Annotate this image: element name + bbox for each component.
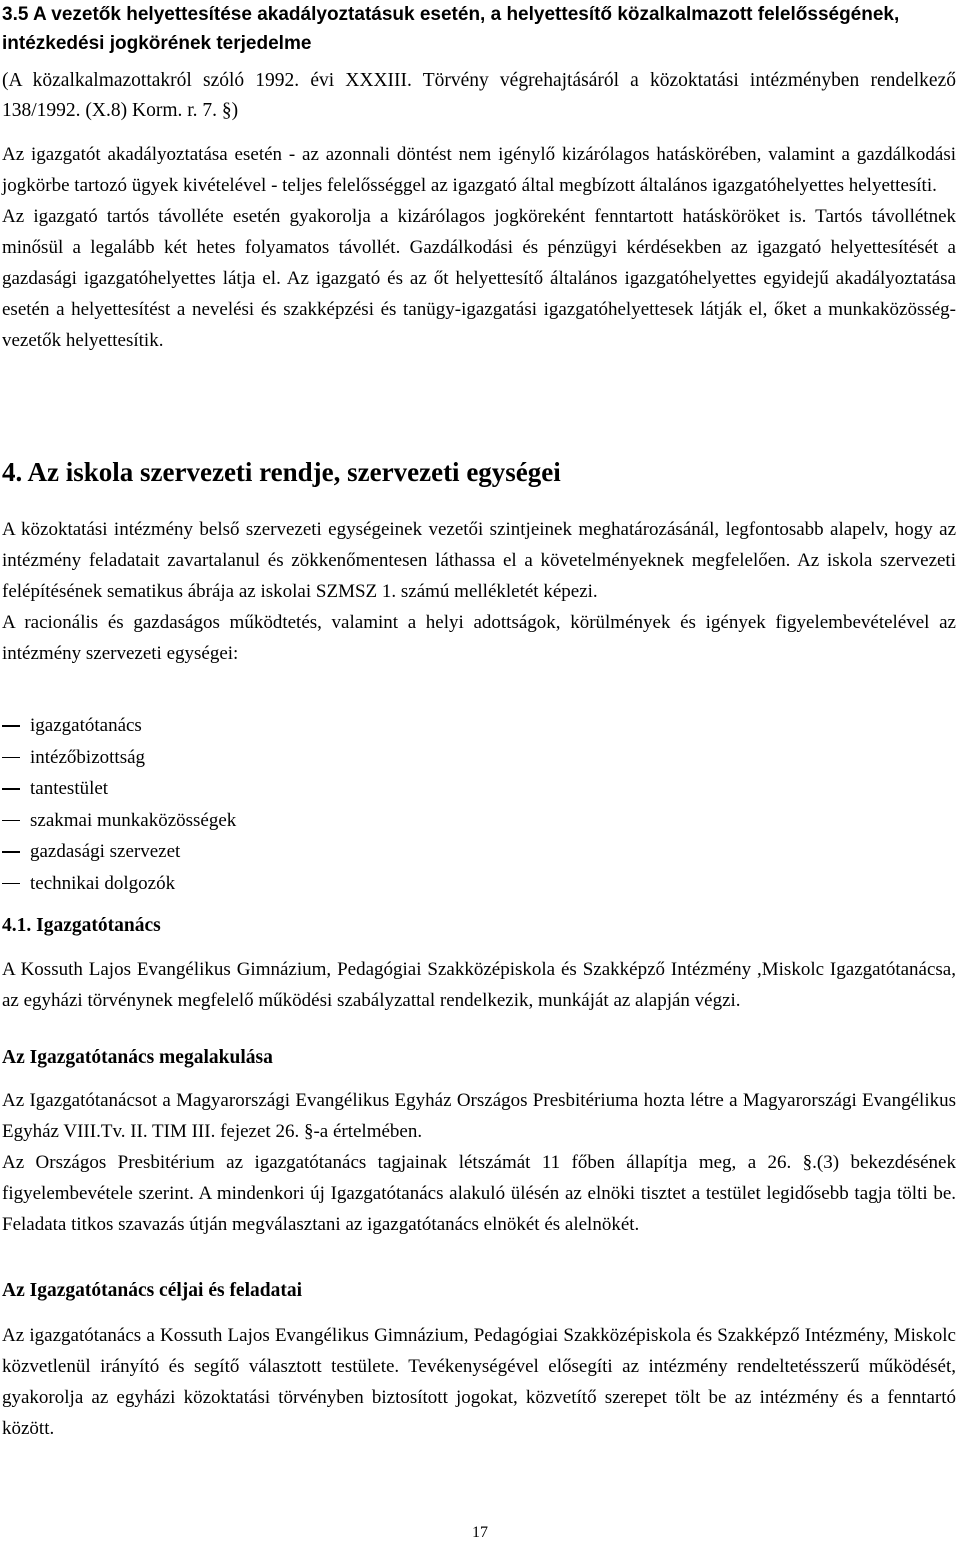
- organizational-units-list: [2, 710, 702, 899]
- page-number: 17: [472, 1524, 488, 1541]
- substitution-text: [2, 139, 956, 356]
- list-item: [2, 773, 702, 805]
- section-heading: 3.5 A vezetők helyettesítése akadályoztatásuk esetén, a helyettesítő közalkalmazott felelősségének, intézkedési jogkörének terjedelme: [2, 4, 900, 54]
- list-item-label: intézőbizottság: [30, 746, 146, 768]
- legal-reference: (A közalkalmazottakról szóló 1992. évi XXXIII. Törvény végrehajtásáról a közoktatási intézményben rendelkező 138/1992. (X.8) Korm. r. 7. §): [2, 70, 956, 121]
- paragraph: Az igazgató tartós távolléte esetén gyakorolja a kizárólagos jogköreként fenntartott hatásköröket is. Tartós távollétnek minősül a legalább két hetes folyamatos távollét. Gazdálkodási és pénzügyi kérdésekben az igazgató helyettesítését a gazdasági igazgatóhelyettes látja el. Az igazgató és az őt helyettesítő általános igazgatóhelyettes egyidejű akadályoztatása esetén a helyettesítést a nevelési és szakképzési és tanügy-igazgatási igazgatóhelyettesek látják el, őket a munkaközösség-vezetők helyettesítik.: [2, 206, 956, 351]
- list-item: [2, 868, 702, 900]
- chapter-heading: 4. Az iskola szervezeti rendje, szervezeti egységei: [2, 457, 561, 487]
- list-item: [2, 805, 702, 837]
- board-intro-text: [2, 954, 956, 1016]
- formation-heading: Az Igazgatótanács megalakulása: [2, 1047, 273, 1068]
- subsection-heading: 4.1. Igazgatótanács: [2, 915, 161, 936]
- list-item: [2, 710, 702, 742]
- dash-bullet-icon: [2, 851, 20, 853]
- dash-bullet-icon: [2, 757, 20, 759]
- goals-text: [2, 1320, 956, 1444]
- list-item: [2, 836, 702, 868]
- list-item-label: technikai dolgozók: [30, 872, 176, 894]
- paragraph: A közoktatási intézmény belső szervezeti egységeinek vezetői szintjeinek meghatározásánál, legfontosabb alapelv, hogy az intézmény feladatait zavartalanul és zökkenőmentesen láthassa el a követelményeknek megfelelően. Az iskola szervezeti felépítésének sematikus ábrája az iskolai SZMSZ 1. számú mellékletét képezi.: [2, 519, 956, 602]
- list-item: [2, 742, 702, 774]
- paragraph: Az Országos Presbitérium az igazgatótanács tagjainak létszámát 11 főben állapítja meg, a 26. §.(3) bekezdésének figyelembevétele szerint. A mindenkori új Igazgatótanács alakuló ülésén az elnöki tisztet a testület legidősebb tagja tölti be. Feladata titkos szavazás útján megválasztani az igazgatótanács elnökét és alelnökét.: [2, 1152, 956, 1235]
- list-item-label: igazgatótanács: [30, 715, 142, 736]
- dash-bullet-icon: [2, 883, 20, 885]
- paragraph: A racionális és gazdaságos működtetés, valamint a helyi adottságok, körülmények és igények figyelembevételével az intézmény szervezeti egységei:: [2, 612, 956, 664]
- paragraph: Az Igazgatótanácsot a Magyarországi Evangélikus Egyház Országos Presbitériuma hozta létre a Magyarországi Evangélikus Egyház VIII.Tv. II. TIM III. fejezet 26. §-a értelmében.: [2, 1090, 956, 1142]
- list-item-label: tantestület: [30, 778, 109, 799]
- organization-text: [2, 514, 956, 669]
- dash-bullet-icon: [2, 725, 20, 727]
- goals-heading: Az Igazgatótanács céljai és feladatai: [2, 1280, 303, 1301]
- list-item-label: szakmai munkaközösségek: [30, 809, 237, 831]
- list-item-label: gazdasági szervezet: [30, 841, 181, 862]
- formation-text: [2, 1085, 956, 1240]
- paragraph: A Kossuth Lajos Evangélikus Gimnázium, Pedagógiai Szakközépiskola és Szakképző Intézmény ,Miskolc Igazgatótanácsa, az egyházi törvénynek megfelelő működési szabályzattal rendelkezik, munkáját az alapján végzi.: [2, 959, 956, 1011]
- dash-bullet-icon: [2, 788, 20, 790]
- paragraph: Az igazgatótanács a Kossuth Lajos Evangélikus Gimnázium, Pedagógiai Szakközépiskola és Szakképző Intézmény, Miskolc közvetlenül irányító és segítő választott testülete. Tevékenységével elősegíti az intézmény rendeltetésszerű működését, gyakorolja az egyházi közoktatási törvényben biztosított jogokat, közvetítő szerepet tölt be az intézmény és a fenntartó között.: [2, 1325, 956, 1439]
- paragraph: Az igazgatót akadályoztatása esetén - az azonnali döntést nem igénylő kizárólagos hatáskörében, valamint a gazdálkodási jogkörbe tartozó ügyek kivételével - teljes felelősséggel az igazgató által megbízott általános igazgatóhelyettes helyettesíti.: [2, 144, 956, 196]
- dash-bullet-icon: [2, 820, 20, 822]
